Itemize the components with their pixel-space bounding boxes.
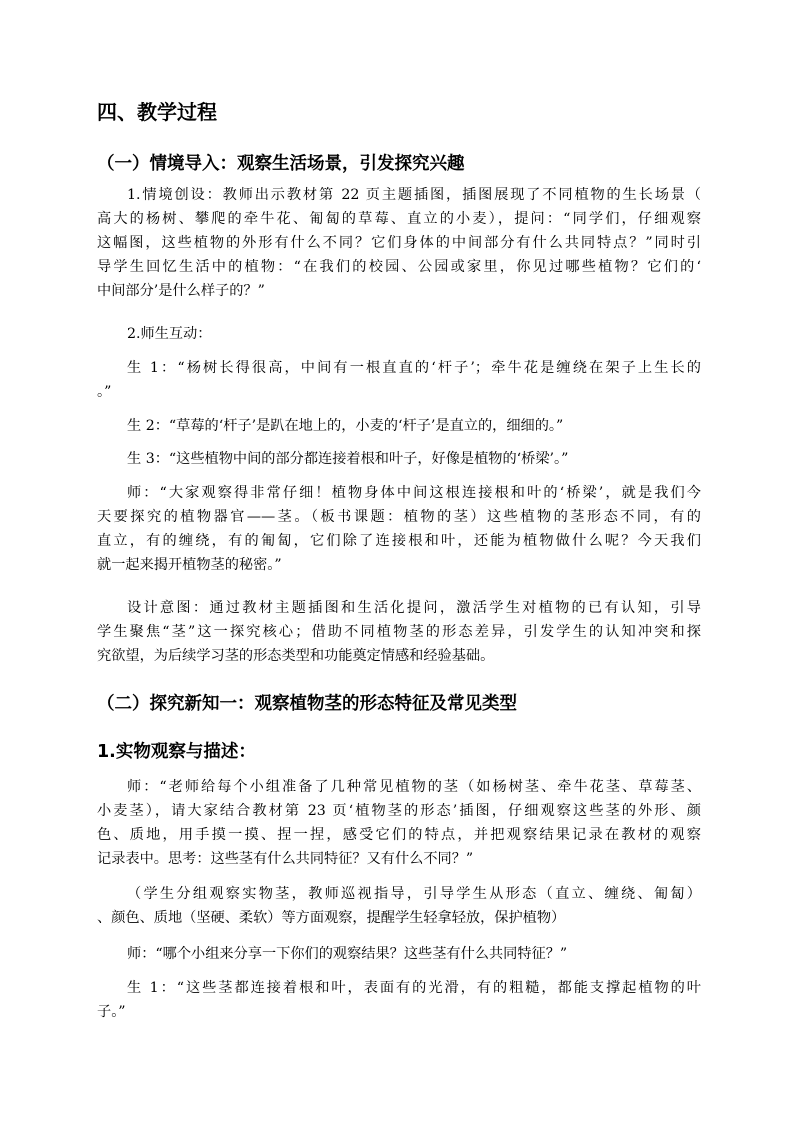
text-line: （学生分组观察实物茎，教师巡视指导，引导学生从形态（直立、缠绕、匍匐） — [127, 886, 701, 902]
text-line: 直立，有的缠绕，有的匍匐，它们除了连接根和叶，还能为植物做什么呢？今天我们 — [97, 533, 701, 549]
paragraph-student-answer — [97, 976, 701, 1024]
text-line: 学生聚焦“茎”这一探究核心；借助不同植物茎的形态差异，引发学生的认知冲突和探 — [97, 624, 701, 640]
text-line: 师：“哪个小组来分享一下你们的观察结果？这些茎有什么共同特征？” — [127, 946, 568, 962]
text-line: 这幅图，这些植物的外形有什么不同？它们身体的中间部分有什么共同特点？”同时引 — [97, 235, 701, 251]
text-line: 生 3：“这些植物中间的部分都连接着根和叶子，好像是植物的‘桥梁’。” — [127, 451, 569, 467]
text-line: 生 1：“这些茎都连接着根和叶，表面有的光滑，有的粗糙，都能支撑起植物的叶 — [127, 980, 701, 996]
text-line: 师：“老师给每个小组准备了几种常见植物的茎（如杨树茎、牵牛花茎、草莓茎、 — [127, 779, 701, 795]
text-line: 色、质地，用手摸一摸、捏一捏，感受它们的特点，并把观察结果记录在教材的观察 — [97, 827, 701, 843]
paragraph-student-3 — [97, 447, 701, 471]
text-line: 生 1：“杨树长得很高，中间有一根直直的‘杆子’；牵牛花是缠绕在架子上生长的 — [127, 360, 701, 376]
paragraph-teacher-question — [97, 942, 701, 966]
paragraph-design-intent — [97, 596, 701, 668]
text-line: 师：“大家观察得非常仔细！植物身体中间这根连接根和叶的‘桥梁’，就是我们今 — [127, 485, 701, 501]
text-line: 导学生回忆生活中的植物：“在我们的校园、公园或家里，你见过哪些植物？它们的‘ — [97, 259, 701, 275]
paragraph-teacher-instructions — [97, 775, 701, 871]
sub-heading-observation: 1.实物观察与描述： — [97, 742, 256, 762]
section-heading-teaching-process: 四、教学过程 — [97, 100, 217, 124]
text-line: 就一起来揭开植物茎的秘密。” — [97, 557, 282, 573]
paragraph-scenario-setup — [97, 183, 701, 303]
subsection-heading-situation: （一）情境导入：观察生活场景，引发探究兴趣 — [97, 154, 465, 174]
text-line: 2.师生互动： — [127, 326, 212, 342]
text-line: 中间部分’是什么样子的？” — [97, 283, 265, 299]
paragraph-student-1 — [97, 356, 701, 404]
text-line: 。” — [97, 384, 112, 400]
text-line: 究欲望，为后续学习茎的形态类型和功能奠定情感和经验基础。 — [97, 648, 495, 664]
text-line: 小麦茎），请大家结合教材第 23 页‘植物茎的形态’插图，仔细观察这些茎的外形、颜 — [97, 803, 701, 819]
subsection-heading-explore-stem: （二）探究新知一：观察植物茎的形态特征及常见类型 — [97, 694, 517, 714]
paragraph-student-2 — [97, 414, 701, 438]
text-line: 天要探究的植物器官——茎。（板书课题：植物的茎）这些植物的茎形态不同，有的 — [97, 509, 701, 525]
paragraph-interaction-label — [97, 322, 701, 346]
text-line: 记录表中。思考：这些茎有什么共同特征？又有什么不同？” — [97, 851, 474, 867]
text-line: 1.情境创设：教师出示教材第 22 页主题插图，插图展现了不同植物的生长场景（ — [127, 187, 701, 203]
text-line: 、颜色、质地（坚硬、柔软）等方面观察，提醒学生轻拿轻放，保护植物） — [97, 910, 566, 926]
text-line: 生 2：“草莓的‘杆子’是趴在地上的，小麦的‘杆子’是直立的，细细的。” — [127, 418, 564, 434]
text-line: 高大的杨树、攀爬的牵牛花、匍匐的草莓、直立的小麦），提问：“同学们，仔细观察 — [97, 211, 701, 227]
paragraph-group-activity — [97, 882, 701, 930]
paragraph-teacher-summary — [97, 481, 701, 577]
text-line: 子。” — [97, 1004, 126, 1020]
text-line: 设计意图：通过教材主题插图和生活化提问，激活学生对植物的已有认知，引导 — [127, 600, 701, 616]
